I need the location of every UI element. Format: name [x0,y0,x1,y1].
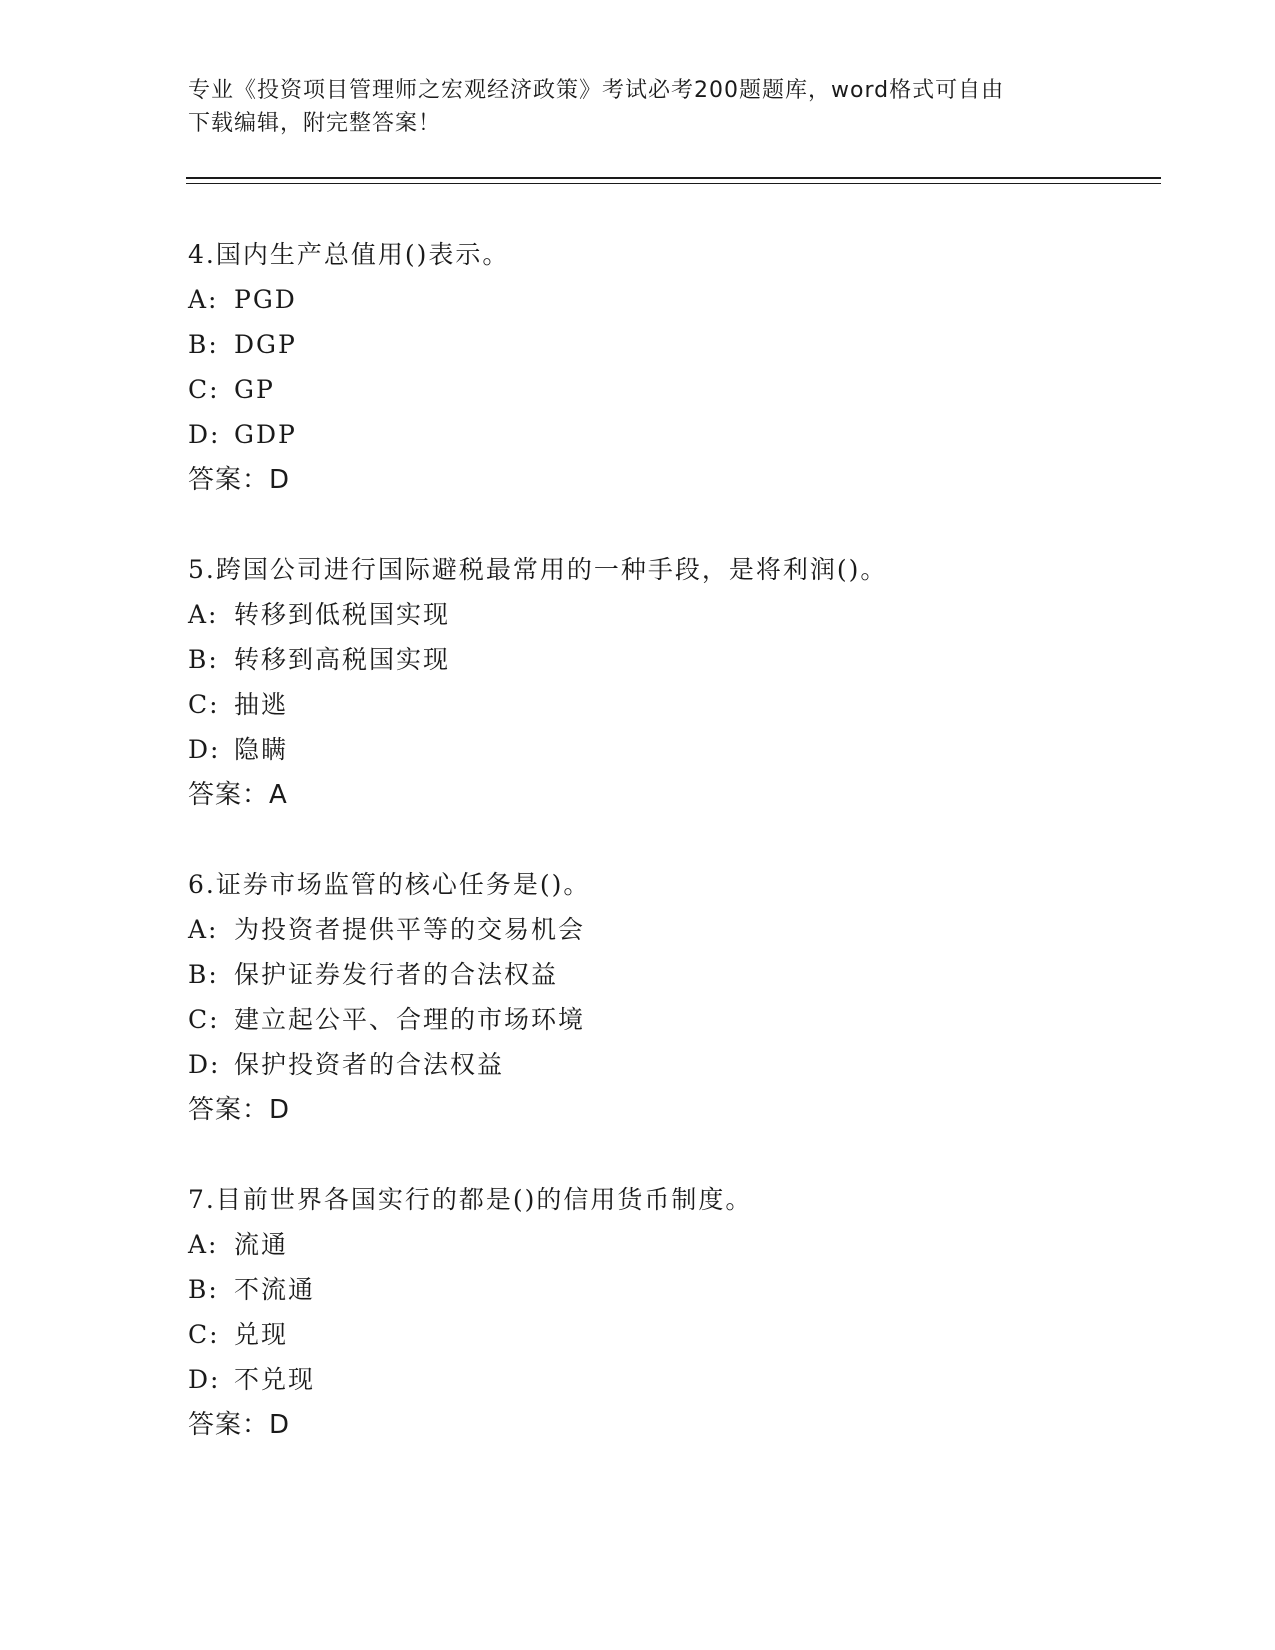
header-divider-thick [186,177,1161,179]
option-b [188,1267,1138,1312]
option-text: 转移到低税国实现 [234,600,451,629]
option-text: PGD [234,285,297,314]
option-letter: B: [188,1275,219,1304]
option-text: GP [234,375,275,404]
option-letter: A: [188,1230,219,1259]
question-6 [188,862,1138,1133]
option-letter: C: [188,690,220,719]
option-letter: C: [188,1005,220,1034]
option-text: 不流通 [234,1275,316,1304]
option-b [188,322,1138,367]
answer-line: 答案：D [188,1410,291,1440]
option-b [188,952,1138,997]
option-text: GDP [234,420,297,449]
option-text: 兑现 [234,1320,289,1349]
answer-line: 答案：D [188,1095,291,1125]
option-letter: B: [188,330,219,359]
option-letter: A: [188,915,219,944]
option-letter: C: [188,375,220,404]
option-c [188,367,1138,412]
header-divider-thin [186,183,1161,184]
option-text: 保护证券发行者的合法权益 [234,960,559,989]
option-c [188,682,1138,727]
option-d [188,412,1138,457]
option-letter: D: [188,1050,221,1079]
option-letter: C: [188,1320,220,1349]
option-letter: A: [188,600,219,629]
option-a [188,1222,1138,1267]
question-stem: 5.跨国公司进行国际避税最常用的一种手段，是将利润()。 [188,555,888,584]
option-c [188,997,1138,1042]
option-letter: D: [188,735,221,764]
option-d [188,727,1138,772]
option-text: 隐瞒 [234,735,289,764]
option-a [188,277,1138,322]
option-text: 为投资者提供平等的交易机会 [234,915,586,944]
option-d [188,1042,1138,1087]
option-text: 抽逃 [234,690,289,719]
header-title-line-1: 专业《投资项目管理师之宏观经济政策》考试必考200题题库，word格式可自由 [188,78,1005,103]
option-letter: A: [188,285,219,314]
option-text: 建立起公平、合理的市场环境 [234,1005,586,1034]
question-4 [188,232,1138,503]
option-a [188,592,1138,637]
document-header [188,74,1068,140]
header-title-line-2: 下载编辑，附完整答案！ [188,111,442,136]
option-letter: D: [188,420,221,449]
option-text: 流通 [234,1230,289,1259]
answer-line: 答案：D [188,465,291,495]
option-letter: B: [188,645,219,674]
option-text: 转移到高税国实现 [234,645,451,674]
option-d [188,1357,1138,1402]
option-text: DGP [234,330,297,359]
option-b [188,637,1138,682]
question-stem: 6.证券市场监管的核心任务是()。 [188,870,591,899]
option-text: 不兑现 [234,1365,316,1394]
question-7 [188,1177,1138,1448]
question-5 [188,547,1138,818]
option-a [188,907,1138,952]
option-text: 保护投资者的合法权益 [234,1050,505,1079]
question-stem: 4.国内生产总值用()表示。 [188,240,510,269]
answer-line: 答案：A [188,780,288,810]
question-stem: 7.目前世界各国实行的都是()的信用货币制度。 [188,1185,753,1214]
option-letter: B: [188,960,219,989]
option-letter: D: [188,1365,221,1394]
option-c [188,1312,1138,1357]
